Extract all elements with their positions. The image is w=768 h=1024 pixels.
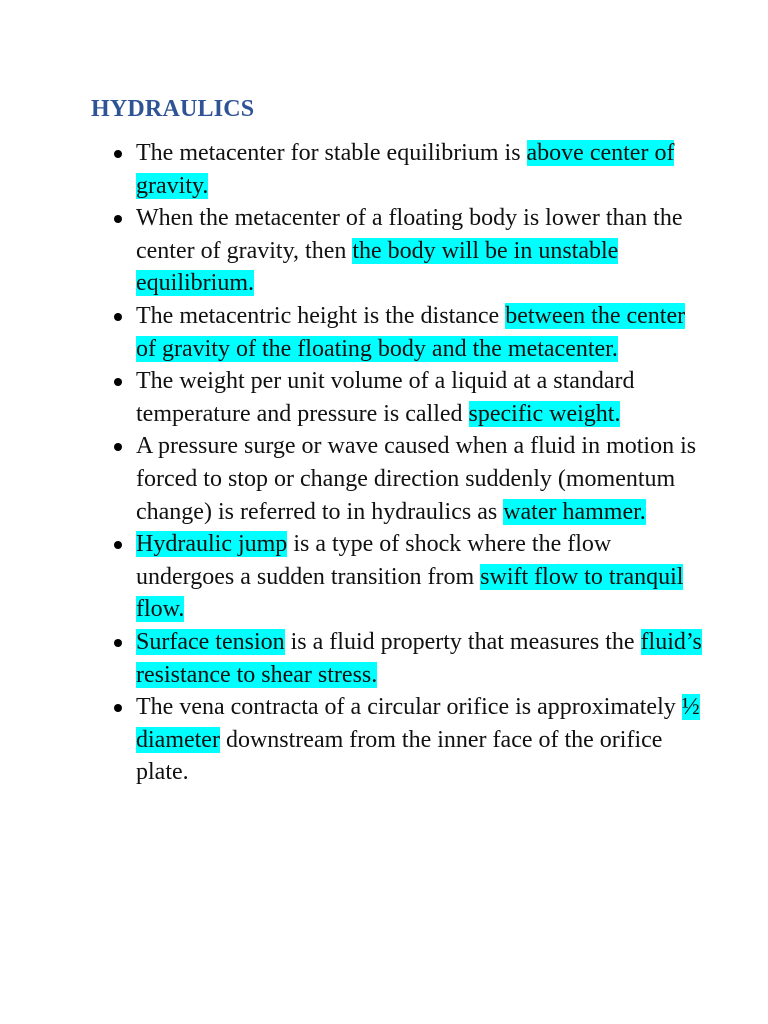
item-text: is a fluid property that measures the xyxy=(284,628,641,655)
highlighted-text: ½ diameter xyxy=(136,694,700,753)
highlighted-text: above center of gravity. xyxy=(136,140,675,199)
item-text: downstream from the inner face of the orifice plate. xyxy=(136,726,663,786)
highlighted-text: water hammer. xyxy=(503,498,646,525)
item-text: The weight per unit volume of a liquid at a standard temperature and pressure is called xyxy=(136,368,635,427)
item-text: The metacenter for stable equilibrium is xyxy=(136,140,527,166)
highlighted-text: Hydraulic jump xyxy=(136,531,288,558)
bullet-list xyxy=(136,137,706,789)
highlighted-text: swift flow to tranquil flow. xyxy=(136,563,684,623)
highlighted-text: between the center of gravity of the floating body and the metacenter. xyxy=(136,302,686,362)
highlighted-text: Surface tension xyxy=(136,628,285,655)
list-item xyxy=(136,691,706,789)
highlighted-text: the body will be in unstable equilibrium. xyxy=(136,237,619,297)
list-item xyxy=(136,626,706,691)
item-text: The metacentric height is the distance xyxy=(136,302,506,329)
list-item xyxy=(136,365,706,430)
list-item xyxy=(136,528,706,626)
item-text: The vena contracta of a circular orifice is approximately xyxy=(136,694,682,721)
list-item xyxy=(136,430,706,528)
page-title: HYDRAULICS xyxy=(91,96,255,122)
list-item xyxy=(136,202,706,300)
item-text: When the metacenter of a floating body is lower than the center of gravity, then xyxy=(136,205,683,264)
item-text: A pressure surge or wave caused when a fluid in motion is forced to stop or change direction suddenly (momentum change) is referred to in hydraulics as xyxy=(136,433,697,525)
list-item xyxy=(136,300,706,365)
highlighted-text: specific weight. xyxy=(468,400,621,427)
item-text: is a type of shock where the flow undergoes a sudden transition from xyxy=(136,531,612,590)
highlighted-text: fluid’s resistance to shear stress. xyxy=(136,628,702,688)
list-item xyxy=(136,137,706,202)
